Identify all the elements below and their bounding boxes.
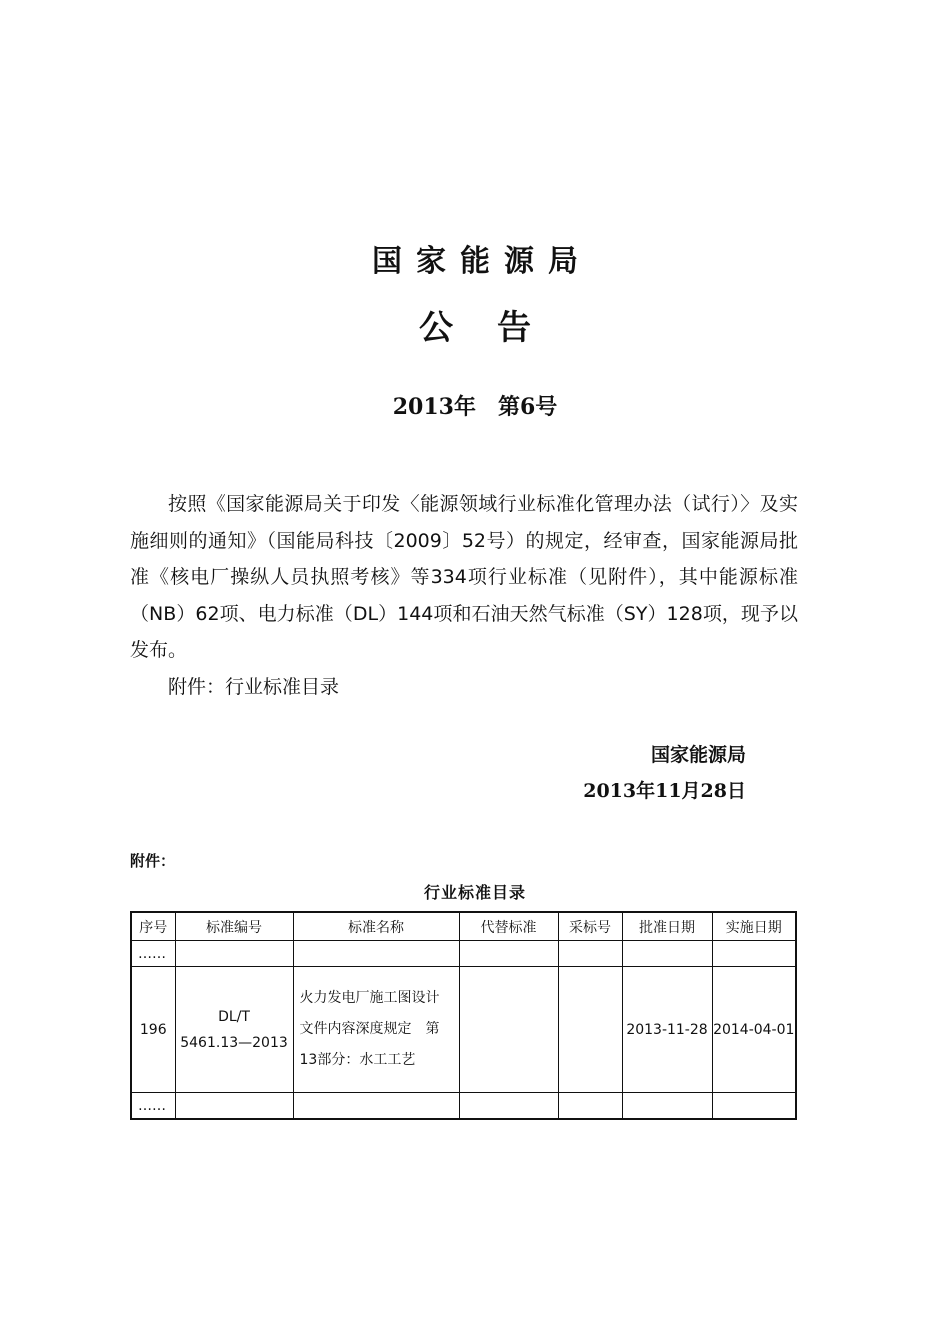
cell-seq: 196 <box>131 967 175 1093</box>
announcement-paragraph: 按照《国家能源局关于印发〈能源领域行业标准化管理办法（试行）〉及实施细则的通知》（国能局科技〔2009〕52号）的规定，经审查，国家能源局批准《核电厂操纵人员执照考核》等334项行业标准（见附件），其中能源标准（NB）62项、电力标准（DL）144项和石油天然气标准（SY）128项，现予以发布。 <box>130 493 798 661</box>
table-row <box>131 967 796 1093</box>
code-line-2: 5461.13—2013 <box>180 1034 288 1051</box>
column-header-replaces: 代替标准 <box>459 912 558 941</box>
column-header-seq: 序号 <box>131 912 175 941</box>
cell-effective: 2014-04-01 <box>712 967 796 1093</box>
table-row-ellipsis-bottom <box>131 1093 796 1120</box>
column-header-approved: 批准日期 <box>622 912 712 941</box>
column-header-adopted: 采标号 <box>558 912 622 941</box>
code-line-1: DL/T <box>218 1008 250 1025</box>
signature-date: 2013年11月28日 <box>583 780 746 802</box>
column-header-name: 标准名称 <box>293 912 459 941</box>
cell-replaces <box>459 967 558 1093</box>
cell-adopted <box>558 967 622 1093</box>
announcement-title: 公告 <box>419 308 575 348</box>
ellipsis-cell: …… <box>131 1093 175 1120</box>
announcement-body <box>130 486 798 705</box>
cell-name: 火力发电厂施工图设计文件内容深度规定 第13部分：水工工艺 <box>293 967 459 1093</box>
column-header-code: 标准编号 <box>175 912 293 941</box>
attachment-reference: 附件：行业标准目录 <box>168 675 340 698</box>
issuing-agency-heading: 国家能源局 <box>372 244 592 279</box>
cell-code <box>175 967 293 1093</box>
attachment-label: 附件： <box>130 852 176 870</box>
table-title: 行业标准目录 <box>423 883 526 902</box>
signature-agency: 国家能源局 <box>650 744 746 766</box>
table-row-ellipsis-top <box>131 941 796 967</box>
cell-approved: 2013-11-28 <box>622 967 712 1093</box>
issue-number: 2013年 第6号 <box>392 394 558 420</box>
table-header-row <box>131 912 796 941</box>
column-header-effective: 实施日期 <box>712 912 796 941</box>
standards-table <box>130 911 797 1120</box>
ellipsis-cell: …… <box>131 941 175 967</box>
